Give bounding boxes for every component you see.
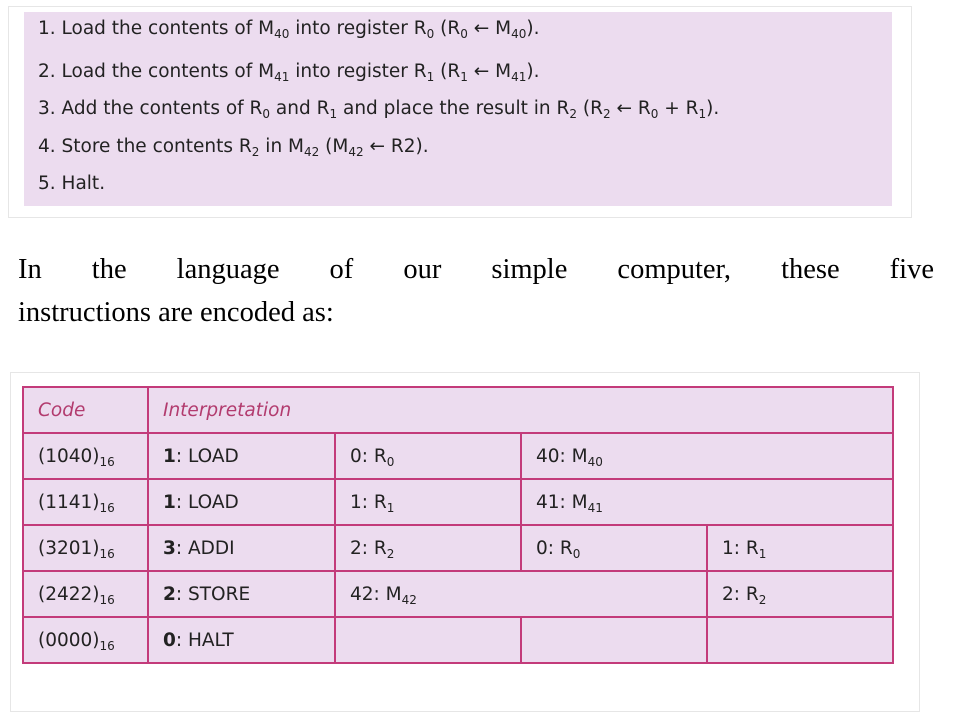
code-value: (0000)	[38, 629, 100, 651]
step-text: into register R	[289, 60, 427, 82]
step-text: and place the result in R	[337, 98, 570, 119]
subscript: 40	[587, 454, 603, 469]
operand-label: 1: R	[722, 537, 759, 559]
table-row	[23, 479, 893, 525]
subscript: 0	[650, 107, 659, 121]
step-number: 5.	[38, 173, 56, 194]
subscript: 2	[251, 144, 260, 159]
step-number: 3.	[38, 98, 56, 119]
algorithm-steps	[24, 12, 892, 206]
subscript: 1	[386, 500, 395, 515]
step-text: ).	[706, 98, 720, 119]
step-text: + R	[658, 98, 699, 119]
opcode-name: : ADDI	[175, 537, 235, 559]
step-text: (M	[319, 135, 349, 157]
subscript: 2	[386, 546, 395, 561]
opcode-name: : LOAD	[175, 445, 239, 467]
subscript: 1	[460, 69, 468, 84]
subscript: 40	[274, 27, 290, 41]
step-text: (R	[434, 18, 461, 39]
operand-cell	[335, 433, 521, 479]
opcode-number: 3	[163, 537, 176, 559]
table-row	[23, 571, 893, 617]
code-value: (1040)	[38, 445, 100, 467]
operand-label: 1: R	[350, 491, 387, 513]
empty-cell	[335, 617, 521, 663]
opcode-cell	[148, 525, 335, 571]
header-interpretation: Interpretation	[148, 387, 893, 433]
step-text: and R	[270, 98, 330, 119]
opcode-number: 2	[163, 583, 176, 605]
subscript: 0	[262, 107, 271, 121]
opcode-number: 1	[163, 445, 176, 467]
subscript: 42	[401, 592, 417, 607]
step-text: Store the contents R	[61, 135, 252, 157]
paragraph-line-1: In the language of our simple computer, these five	[18, 254, 934, 285]
step-text: Halt.	[61, 173, 106, 194]
subscript: 41	[511, 69, 527, 84]
step-text: (R	[434, 60, 461, 82]
subscript: 2	[602, 107, 611, 121]
subscript: 40	[511, 27, 527, 41]
operand-cell	[521, 525, 707, 571]
step-2	[38, 50, 892, 88]
operand-label: 2: R	[350, 537, 387, 559]
operand-label: 0: R	[536, 537, 573, 559]
operand-label: 0: R	[350, 445, 387, 467]
subscript: 41	[274, 69, 290, 84]
opcode-name: : STORE	[175, 583, 251, 605]
step-number: 2.	[38, 60, 56, 82]
paragraph-line-2: instructions are encoded as:	[18, 297, 334, 328]
code-value: (3201)	[38, 537, 100, 559]
table-row	[23, 617, 893, 663]
base-subscript: 16	[99, 454, 115, 469]
code-cell	[23, 617, 148, 663]
opcode-name: : HALT	[175, 629, 234, 651]
code-cell	[23, 433, 148, 479]
step-text: ← M	[467, 18, 512, 39]
code-cell	[23, 479, 148, 525]
operand-cell	[521, 433, 893, 479]
operand-cell	[335, 525, 521, 571]
base-subscript: 16	[99, 546, 115, 561]
step-1	[38, 12, 892, 50]
operand-cell	[335, 571, 707, 617]
step-text: ).	[526, 60, 540, 82]
subscript: 2	[758, 592, 767, 607]
opcode-cell	[148, 571, 335, 617]
empty-cell	[521, 617, 707, 663]
step-text: (R	[577, 98, 603, 119]
subscript: 0	[572, 546, 581, 561]
operand-cell	[521, 479, 893, 525]
operand-label: 2: R	[722, 583, 759, 605]
table-header-row	[23, 387, 893, 433]
subscript: 2	[569, 107, 578, 121]
base-subscript: 16	[99, 638, 115, 653]
step-number: 1.	[38, 18, 56, 39]
subscript: 1	[426, 69, 435, 84]
step-text: Add the contents of R	[61, 98, 263, 119]
header-code: Code	[23, 387, 148, 433]
step-text: ).	[526, 18, 540, 39]
opcode-cell	[148, 479, 335, 525]
opcode-number: 1	[163, 491, 176, 513]
subscript: 1	[329, 107, 338, 121]
step-text: ← M	[467, 60, 512, 82]
subscript: 1	[758, 546, 767, 561]
step-number: 4.	[38, 135, 56, 157]
operand-label: 42: M	[350, 583, 402, 605]
opcode-cell	[148, 617, 335, 663]
subscript: 42	[348, 144, 364, 159]
subscript: 1	[698, 107, 707, 121]
step-4	[38, 125, 892, 163]
step-5	[38, 162, 892, 200]
empty-cell	[707, 617, 893, 663]
step-text: in M	[259, 135, 305, 157]
opcode-name: : LOAD	[175, 491, 239, 513]
base-subscript: 16	[99, 500, 115, 515]
subscript: 41	[587, 500, 603, 515]
operand-label: 41: M	[536, 491, 588, 513]
operand-cell	[707, 571, 893, 617]
step-3	[38, 87, 892, 125]
operand-cell	[707, 525, 893, 571]
subscript: 0	[460, 27, 468, 41]
operand-cell	[335, 479, 521, 525]
explanation-paragraph	[18, 248, 934, 334]
code-cell	[23, 525, 148, 571]
step-text: ← R	[610, 98, 651, 119]
code-value: (1141)	[38, 491, 100, 513]
code-value: (2422)	[38, 583, 100, 605]
opcode-number: 0	[163, 629, 176, 651]
table-row	[23, 525, 893, 571]
encoding-table	[22, 386, 894, 664]
operand-label: 40: M	[536, 445, 588, 467]
step-text: into register R	[289, 18, 427, 39]
base-subscript: 16	[99, 592, 115, 607]
step-text: ← R2).	[363, 135, 429, 157]
code-cell	[23, 571, 148, 617]
subscript: 0	[426, 27, 435, 41]
opcode-cell	[148, 433, 335, 479]
subscript: 42	[304, 144, 320, 159]
step-text: Load the contents of M	[61, 18, 275, 39]
table-row	[23, 433, 893, 479]
step-text: Load the contents of M	[61, 60, 275, 82]
subscript: 0	[386, 454, 395, 469]
